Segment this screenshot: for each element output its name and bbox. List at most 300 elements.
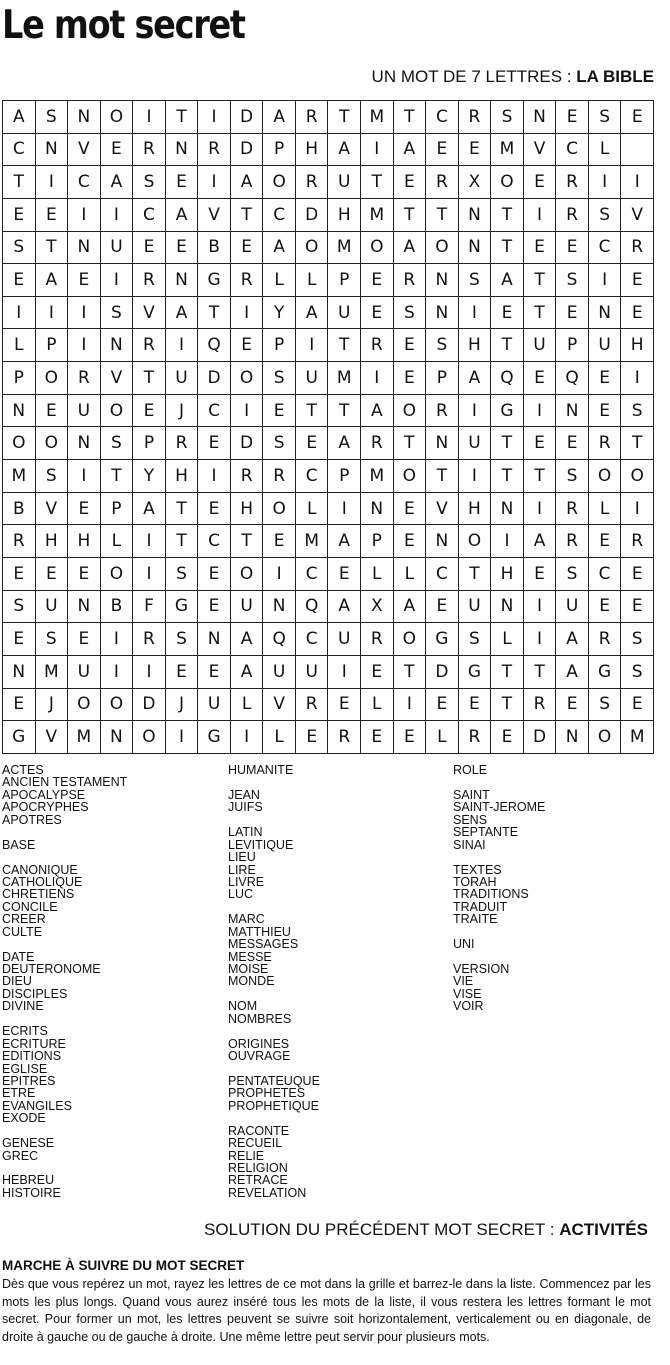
grid-cell[interactable]: E — [35, 198, 68, 231]
grid-cell[interactable]: R — [263, 460, 296, 493]
grid-cell[interactable]: L — [3, 329, 36, 362]
grid-cell[interactable]: E — [295, 427, 328, 460]
grid-cell[interactable]: E — [393, 525, 426, 558]
grid-cell[interactable]: T — [393, 427, 426, 460]
grid-cell[interactable]: D — [295, 198, 328, 231]
grid-cell[interactable]: P — [3, 362, 36, 395]
grid-cell[interactable]: S — [100, 296, 133, 329]
grid-cell[interactable]: I — [621, 492, 654, 525]
grid-cell[interactable]: I — [523, 492, 556, 525]
grid-cell[interactable]: R — [68, 362, 101, 395]
grid-cell[interactable]: N — [426, 264, 459, 297]
grid-cell[interactable]: R — [165, 427, 198, 460]
grid-cell[interactable]: X — [458, 166, 491, 199]
grid-cell[interactable]: M — [68, 721, 101, 754]
grid-cell[interactable]: S — [263, 362, 296, 395]
grid-cell[interactable]: G — [198, 721, 231, 754]
grid-cell[interactable]: U — [458, 590, 491, 623]
grid-cell[interactable]: E — [556, 231, 589, 264]
grid-cell[interactable]: S — [393, 296, 426, 329]
grid-cell[interactable]: E — [3, 688, 36, 721]
grid-cell[interactable]: E — [556, 688, 589, 721]
grid-cell[interactable]: Q — [295, 590, 328, 623]
grid-cell[interactable]: N — [556, 394, 589, 427]
grid-cell[interactable]: E — [588, 590, 621, 623]
grid-cell[interactable]: A — [35, 264, 68, 297]
grid-cell[interactable]: M — [295, 525, 328, 558]
grid-cell[interactable]: T — [230, 525, 263, 558]
grid-cell[interactable]: O — [100, 394, 133, 427]
grid-cell[interactable]: A — [458, 362, 491, 395]
grid-cell[interactable]: N — [3, 655, 36, 688]
grid-cell[interactable]: N — [491, 492, 524, 525]
grid-cell[interactable]: I — [68, 329, 101, 362]
grid-cell[interactable]: U — [263, 655, 296, 688]
grid-cell[interactable]: I — [328, 492, 361, 525]
grid-cell[interactable]: O — [588, 460, 621, 493]
grid-cell[interactable]: V — [263, 688, 296, 721]
grid-cell[interactable]: E — [165, 655, 198, 688]
grid-cell[interactable]: L — [426, 721, 459, 754]
grid-cell[interactable]: S — [3, 590, 36, 623]
grid-cell[interactable]: M — [3, 460, 36, 493]
grid-cell[interactable]: Q — [556, 362, 589, 395]
grid-cell[interactable]: T — [100, 460, 133, 493]
grid-cell[interactable]: S — [165, 623, 198, 656]
grid-cell[interactable]: C — [426, 557, 459, 590]
grid-cell[interactable]: N — [68, 427, 101, 460]
grid-cell[interactable]: H — [165, 460, 198, 493]
grid-cell[interactable]: X — [361, 590, 394, 623]
grid-cell[interactable]: O — [621, 460, 654, 493]
grid-cell[interactable]: R — [361, 427, 394, 460]
grid-cell[interactable]: E — [165, 166, 198, 199]
grid-cell[interactable]: E — [68, 557, 101, 590]
grid-cell[interactable]: R — [133, 329, 166, 362]
grid-cell[interactable]: P — [263, 329, 296, 362]
grid-cell[interactable]: S — [621, 394, 654, 427]
grid-cell[interactable]: R — [621, 525, 654, 558]
grid-cell[interactable]: E — [393, 492, 426, 525]
grid-cell[interactable]: G — [426, 623, 459, 656]
grid-cell[interactable]: U — [100, 231, 133, 264]
grid-cell[interactable]: P — [35, 329, 68, 362]
grid-cell[interactable]: H — [458, 492, 491, 525]
grid-cell[interactable]: N — [165, 133, 198, 166]
grid-cell[interactable]: E — [198, 655, 231, 688]
grid-cell[interactable]: L — [263, 721, 296, 754]
grid-cell[interactable]: E — [393, 362, 426, 395]
grid-cell[interactable]: S — [100, 427, 133, 460]
grid-cell[interactable]: O — [393, 460, 426, 493]
grid-cell[interactable]: A — [393, 231, 426, 264]
grid-cell[interactable]: D — [426, 655, 459, 688]
grid-cell[interactable]: I — [393, 688, 426, 721]
grid-cell[interactable]: T — [198, 296, 231, 329]
grid-cell[interactable]: N — [426, 525, 459, 558]
grid-cell[interactable]: L — [588, 492, 621, 525]
grid-cell[interactable]: E — [3, 557, 36, 590]
grid-cell[interactable]: I — [100, 655, 133, 688]
grid-cell[interactable]: D — [198, 362, 231, 395]
grid-cell[interactable]: U — [328, 296, 361, 329]
grid-cell[interactable]: S — [588, 198, 621, 231]
grid-cell[interactable]: C — [68, 166, 101, 199]
grid-cell[interactable]: M — [361, 101, 394, 134]
grid-cell[interactable]: E — [361, 296, 394, 329]
grid-cell[interactable]: I — [35, 166, 68, 199]
grid-cell[interactable]: B — [3, 492, 36, 525]
grid-cell[interactable]: P — [133, 427, 166, 460]
grid-cell[interactable]: A — [295, 296, 328, 329]
grid-cell[interactable]: G — [491, 394, 524, 427]
grid-cell[interactable]: H — [295, 133, 328, 166]
grid-cell[interactable]: G — [588, 655, 621, 688]
grid-cell[interactable]: T — [295, 394, 328, 427]
grid-cell[interactable]: E — [35, 394, 68, 427]
grid-cell[interactable]: I — [68, 198, 101, 231]
grid-cell[interactable]: N — [100, 329, 133, 362]
grid-cell[interactable]: L — [491, 623, 524, 656]
grid-cell[interactable]: I — [523, 198, 556, 231]
grid-cell[interactable]: R — [3, 525, 36, 558]
grid-cell[interactable]: E — [426, 133, 459, 166]
grid-cell[interactable]: S — [588, 688, 621, 721]
grid-cell[interactable]: U — [328, 623, 361, 656]
grid-cell[interactable]: P — [328, 460, 361, 493]
grid-cell[interactable]: P — [328, 264, 361, 297]
grid-cell[interactable]: R — [556, 166, 589, 199]
grid-cell[interactable]: V — [35, 721, 68, 754]
grid-cell[interactable]: T — [523, 264, 556, 297]
grid-cell[interactable]: E — [68, 623, 101, 656]
grid-cell[interactable]: L — [361, 557, 394, 590]
grid-cell[interactable]: E — [523, 557, 556, 590]
grid-cell[interactable]: G — [198, 264, 231, 297]
grid-cell[interactable]: T — [35, 231, 68, 264]
grid-cell[interactable]: I — [523, 394, 556, 427]
grid-cell[interactable]: A — [361, 394, 394, 427]
grid-cell[interactable]: H — [621, 329, 654, 362]
grid-cell[interactable]: E — [263, 394, 296, 427]
grid-cell[interactable]: E — [426, 688, 459, 721]
grid-cell[interactable]: N — [361, 492, 394, 525]
grid-cell[interactable]: M — [328, 231, 361, 264]
grid-cell[interactable]: O — [295, 231, 328, 264]
grid-cell[interactable]: E — [523, 166, 556, 199]
grid-cell[interactable]: T — [328, 329, 361, 362]
grid-cell[interactable]: A — [133, 492, 166, 525]
grid-cell[interactable]: N — [198, 623, 231, 656]
grid-cell[interactable]: R — [295, 101, 328, 134]
grid-cell[interactable]: E — [230, 329, 263, 362]
grid-cell[interactable]: N — [491, 590, 524, 623]
grid-cell[interactable]: E — [588, 362, 621, 395]
grid-cell[interactable]: R — [588, 427, 621, 460]
grid-cell[interactable]: A — [393, 590, 426, 623]
grid-cell[interactable]: P — [556, 329, 589, 362]
grid-cell[interactable]: N — [68, 101, 101, 134]
grid-cell[interactable]: I — [198, 460, 231, 493]
grid-cell[interactable]: M — [35, 655, 68, 688]
grid-cell[interactable]: I — [230, 394, 263, 427]
grid-cell[interactable]: A — [393, 133, 426, 166]
grid-cell[interactable]: N — [263, 590, 296, 623]
grid-cell[interactable]: N — [588, 296, 621, 329]
grid-cell[interactable]: R — [361, 329, 394, 362]
grid-cell[interactable]: U — [523, 329, 556, 362]
grid-cell[interactable]: E — [361, 264, 394, 297]
grid-cell[interactable]: R — [230, 264, 263, 297]
grid-cell[interactable]: L — [393, 557, 426, 590]
grid-cell[interactable]: L — [230, 688, 263, 721]
grid-cell[interactable]: A — [328, 427, 361, 460]
grid-cell[interactable]: S — [621, 623, 654, 656]
grid-cell[interactable]: V — [198, 198, 231, 231]
grid-cell[interactable]: R — [458, 721, 491, 754]
grid-cell[interactable]: S — [133, 166, 166, 199]
grid-cell[interactable]: E — [165, 231, 198, 264]
grid-cell[interactable]: E — [621, 590, 654, 623]
grid-cell[interactable]: S — [556, 557, 589, 590]
grid-cell[interactable]: E — [230, 231, 263, 264]
grid-cell[interactable]: J — [165, 688, 198, 721]
grid-cell[interactable]: U — [295, 655, 328, 688]
grid-cell[interactable]: A — [491, 264, 524, 297]
grid-cell[interactable]: I — [100, 623, 133, 656]
grid-cell[interactable]: O — [263, 166, 296, 199]
grid-cell[interactable]: D — [133, 688, 166, 721]
grid-cell[interactable]: I — [458, 460, 491, 493]
grid-cell[interactable]: Y — [133, 460, 166, 493]
grid-cell[interactable]: T — [328, 394, 361, 427]
grid-cell[interactable]: R — [133, 133, 166, 166]
grid-cell[interactable]: P — [426, 362, 459, 395]
grid-cell[interactable]: A — [165, 198, 198, 231]
grid-cell[interactable]: J — [35, 688, 68, 721]
grid-cell[interactable]: S — [35, 101, 68, 134]
grid-cell[interactable]: V — [35, 492, 68, 525]
grid-cell[interactable]: O — [230, 362, 263, 395]
grid-cell[interactable]: G — [458, 655, 491, 688]
grid-cell[interactable]: R — [556, 492, 589, 525]
grid-cell[interactable]: A — [230, 166, 263, 199]
grid-cell[interactable]: I — [3, 296, 36, 329]
grid-cell[interactable]: P — [361, 525, 394, 558]
grid-cell[interactable]: R — [328, 721, 361, 754]
grid-cell[interactable]: I — [68, 296, 101, 329]
grid-cell[interactable]: L — [295, 492, 328, 525]
grid-cell[interactable]: R — [458, 101, 491, 134]
grid-cell[interactable]: B — [198, 231, 231, 264]
grid-cell[interactable]: V — [426, 492, 459, 525]
grid-cell[interactable]: R — [588, 623, 621, 656]
grid-cell[interactable]: E — [458, 688, 491, 721]
grid-cell[interactable]: T — [523, 460, 556, 493]
grid-cell[interactable]: T — [393, 101, 426, 134]
grid-cell[interactable]: Q — [263, 623, 296, 656]
grid-cell[interactable]: R — [133, 623, 166, 656]
grid-cell[interactable]: V — [523, 133, 556, 166]
grid-cell[interactable]: V — [133, 296, 166, 329]
grid-cell[interactable]: U — [68, 655, 101, 688]
grid-cell[interactable]: S — [458, 264, 491, 297]
grid-cell[interactable]: I — [165, 329, 198, 362]
grid-cell[interactable]: N — [426, 296, 459, 329]
grid-cell[interactable]: S — [491, 101, 524, 134]
grid-cell[interactable]: L — [361, 688, 394, 721]
grid-cell[interactable]: L — [295, 264, 328, 297]
grid-cell[interactable]: E — [198, 492, 231, 525]
grid-cell[interactable]: I — [458, 394, 491, 427]
grid-cell[interactable]: E — [100, 133, 133, 166]
grid-cell[interactable]: L — [100, 525, 133, 558]
grid-cell[interactable]: C — [295, 557, 328, 590]
grid-cell[interactable]: L — [588, 133, 621, 166]
grid-cell[interactable]: T — [230, 198, 263, 231]
grid-cell[interactable]: D — [230, 427, 263, 460]
grid-cell[interactable]: S — [263, 427, 296, 460]
grid-cell[interactable]: R — [393, 264, 426, 297]
grid-cell[interactable]: R — [133, 264, 166, 297]
grid-cell[interactable]: S — [35, 623, 68, 656]
grid-cell[interactable]: N — [523, 101, 556, 134]
grid-cell[interactable]: I — [523, 590, 556, 623]
grid-cell[interactable]: I — [491, 525, 524, 558]
grid-cell[interactable]: O — [263, 492, 296, 525]
grid-cell[interactable]: C — [295, 460, 328, 493]
grid-cell[interactable]: I — [588, 264, 621, 297]
grid-cell[interactable]: O — [35, 362, 68, 395]
grid-cell[interactable]: T — [523, 296, 556, 329]
grid-cell[interactable]: E — [588, 394, 621, 427]
grid-cell[interactable]: E — [426, 590, 459, 623]
grid-cell[interactable]: E — [491, 296, 524, 329]
grid-cell[interactable]: I — [230, 296, 263, 329]
grid-cell[interactable]: E — [556, 427, 589, 460]
grid-cell[interactable]: A — [165, 296, 198, 329]
grid-cell[interactable]: S — [3, 231, 36, 264]
grid-cell[interactable]: H — [68, 525, 101, 558]
grid-cell[interactable]: N — [3, 394, 36, 427]
grid-cell[interactable]: U — [35, 590, 68, 623]
grid-cell[interactable]: A — [230, 655, 263, 688]
grid-cell[interactable]: O — [393, 623, 426, 656]
grid-cell[interactable]: I — [198, 166, 231, 199]
grid-cell[interactable]: J — [165, 394, 198, 427]
grid-cell[interactable]: R — [361, 623, 394, 656]
grid-cell[interactable]: I — [328, 655, 361, 688]
grid-cell[interactable]: E — [198, 557, 231, 590]
grid-cell[interactable] — [621, 133, 654, 166]
grid-cell[interactable]: R — [230, 460, 263, 493]
grid-cell[interactable]: O — [230, 557, 263, 590]
grid-cell[interactable]: O — [35, 427, 68, 460]
grid-cell[interactable]: A — [230, 623, 263, 656]
grid-cell[interactable]: T — [328, 101, 361, 134]
grid-cell[interactable]: T — [523, 655, 556, 688]
grid-cell[interactable]: E — [621, 296, 654, 329]
grid-cell[interactable]: E — [3, 623, 36, 656]
grid-cell[interactable]: T — [426, 198, 459, 231]
grid-cell[interactable]: E — [68, 264, 101, 297]
grid-cell[interactable]: R — [295, 688, 328, 721]
grid-cell[interactable]: S — [458, 623, 491, 656]
grid-cell[interactable]: N — [556, 721, 589, 754]
grid-cell[interactable]: O — [491, 166, 524, 199]
grid-cell[interactable]: E — [556, 101, 589, 134]
grid-cell[interactable]: R — [426, 394, 459, 427]
grid-cell[interactable]: G — [165, 590, 198, 623]
grid-cell[interactable]: Y — [263, 296, 296, 329]
grid-cell[interactable]: N — [68, 231, 101, 264]
grid-cell[interactable]: I — [230, 721, 263, 754]
grid-cell[interactable]: E — [621, 264, 654, 297]
grid-cell[interactable]: C — [295, 623, 328, 656]
grid-cell[interactable]: R — [426, 166, 459, 199]
grid-cell[interactable]: E — [3, 198, 36, 231]
grid-cell[interactable]: T — [491, 231, 524, 264]
grid-cell[interactable]: T — [458, 557, 491, 590]
grid-cell[interactable]: H — [35, 525, 68, 558]
grid-cell[interactable]: E — [458, 133, 491, 166]
grid-cell[interactable]: U — [295, 362, 328, 395]
grid-cell[interactable]: E — [133, 394, 166, 427]
grid-cell[interactable]: E — [328, 557, 361, 590]
grid-cell[interactable]: I — [133, 525, 166, 558]
grid-cell[interactable]: C — [198, 394, 231, 427]
grid-cell[interactable]: E — [393, 329, 426, 362]
grid-cell[interactable]: T — [361, 166, 394, 199]
grid-cell[interactable]: D — [230, 101, 263, 134]
grid-cell[interactable]: E — [3, 264, 36, 297]
grid-cell[interactable]: G — [3, 721, 36, 754]
grid-cell[interactable]: R — [556, 525, 589, 558]
grid-cell[interactable]: A — [328, 525, 361, 558]
grid-cell[interactable]: I — [295, 329, 328, 362]
grid-cell[interactable]: C — [263, 198, 296, 231]
grid-cell[interactable]: T — [393, 655, 426, 688]
grid-cell[interactable]: H — [328, 198, 361, 231]
grid-cell[interactable]: U — [165, 362, 198, 395]
grid-cell[interactable]: E — [328, 688, 361, 721]
grid-cell[interactable]: C — [588, 557, 621, 590]
grid-cell[interactable]: T — [393, 198, 426, 231]
grid-cell[interactable]: T — [3, 166, 36, 199]
grid-cell[interactable]: T — [491, 198, 524, 231]
grid-cell[interactable]: D — [523, 721, 556, 754]
grid-cell[interactable]: A — [3, 101, 36, 134]
grid-cell[interactable]: I — [68, 460, 101, 493]
grid-cell[interactable]: Q — [491, 362, 524, 395]
grid-cell[interactable]: H — [458, 329, 491, 362]
grid-cell[interactable]: T — [165, 525, 198, 558]
grid-cell[interactable]: N — [68, 590, 101, 623]
grid-cell[interactable]: A — [263, 101, 296, 134]
grid-cell[interactable]: E — [198, 427, 231, 460]
grid-cell[interactable]: O — [100, 101, 133, 134]
grid-cell[interactable]: S — [556, 460, 589, 493]
grid-cell[interactable]: C — [426, 101, 459, 134]
grid-cell[interactable]: N — [35, 133, 68, 166]
grid-cell[interactable]: T — [491, 655, 524, 688]
grid-cell[interactable]: A — [328, 590, 361, 623]
grid-cell[interactable]: T — [491, 460, 524, 493]
grid-cell[interactable]: T — [165, 101, 198, 134]
grid-cell[interactable]: E — [621, 688, 654, 721]
grid-cell[interactable]: V — [68, 133, 101, 166]
grid-cell[interactable]: N — [426, 427, 459, 460]
